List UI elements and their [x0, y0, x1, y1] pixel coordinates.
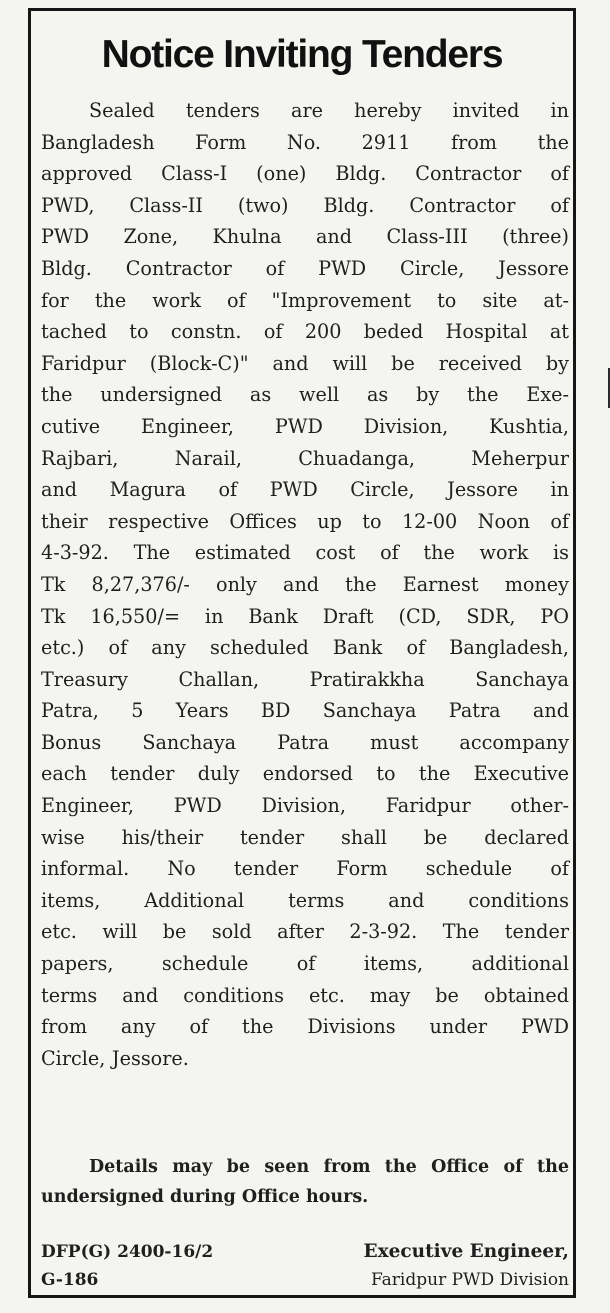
- notice-title: Notice Inviting Tenders: [101, 33, 503, 76]
- body-line: etc.) of any scheduled Bank of Bangladesh,: [41, 636, 569, 660]
- body-line: etc. will be sold after 2-3-92. The tender: [41, 920, 569, 944]
- body-line: PWD, Class-II (two) Bldg. Contractor of: [41, 193, 569, 217]
- body-line: papers, schedule of items, additional: [41, 952, 569, 976]
- body-line: Sealed tenders are hereby invited in: [89, 99, 569, 122]
- body-line: Bonus Sanchaya Patra must accompany: [41, 730, 569, 754]
- body-line: tached to constn. of 200 beded Hospital at: [41, 320, 569, 344]
- body-line: Tk 16,550/= in Bank Draft (CD, SDR, PO: [41, 604, 569, 628]
- details-line: Details may be seen from the Office of the: [89, 1157, 569, 1177]
- body-line: and Magura of PWD Circle, Jessore in: [41, 478, 569, 502]
- body-line: from any of the Divisions under PWD: [41, 1015, 569, 1039]
- signer-office: Faridpur PWD Division: [371, 1270, 569, 1290]
- body-line: Patra, 5 Years BD Sanchaya Patra and: [41, 699, 569, 723]
- reference-line: G-186: [41, 1270, 99, 1290]
- body-line: terms and conditions etc. may be obtained: [41, 983, 569, 1007]
- body-line: Engineer, PWD Division, Faridpur other-: [41, 794, 569, 818]
- tender-notice: [28, 8, 576, 1298]
- body-line: Treasury Challan, Pratirakkha Sanchaya: [41, 667, 569, 691]
- body-line: wise his/their tender shall be declared: [41, 825, 569, 849]
- reference-number: [41, 1238, 213, 1294]
- body-line: cutive Engineer, PWD Division, Kushtia,: [41, 414, 569, 438]
- details-line: undersigned during Office hours.: [41, 1187, 369, 1207]
- body-line: items, Additional terms and conditions: [41, 888, 569, 912]
- signature-block: [364, 1238, 570, 1294]
- body-line: Bldg. Contractor of PWD Circle, Jessore: [41, 256, 569, 280]
- reference-line: DFP(G) 2400-16/2: [41, 1242, 214, 1262]
- body-line: Tk 8,27,376/- only and the Earnest money: [41, 572, 569, 596]
- body-line: Circle, Jessore.: [41, 1046, 189, 1070]
- body-line: approved Class-I (one) Bldg. Contractor of: [41, 162, 569, 186]
- body-line: each tender duly endorsed to the Executive: [41, 762, 569, 786]
- body-line: PWD Zone, Khulna and Class-III (three): [41, 225, 569, 249]
- body-line: for the work of "Improvement to site at-: [41, 288, 569, 312]
- notice-body: [41, 95, 569, 1074]
- body-line: Bangladesh Form No. 2911 from the: [41, 130, 569, 154]
- details-paragraph: [41, 1152, 569, 1212]
- signer-title: Executive Engineer,: [363, 1241, 569, 1262]
- body-line: the undersigned as well as by the Exe-: [41, 383, 569, 407]
- body-line: their respective Offices up to 12-00 Noon of: [41, 509, 569, 533]
- body-line: 4-3-92. The estimated cost of the work is: [41, 541, 569, 565]
- body-line: Faridpur (Block-C)" and will be received by: [41, 351, 569, 375]
- body-line: informal. No tender Form schedule of: [41, 857, 569, 881]
- body-line: Rajbari, Narail, Chuadanga, Meherpur: [41, 446, 569, 470]
